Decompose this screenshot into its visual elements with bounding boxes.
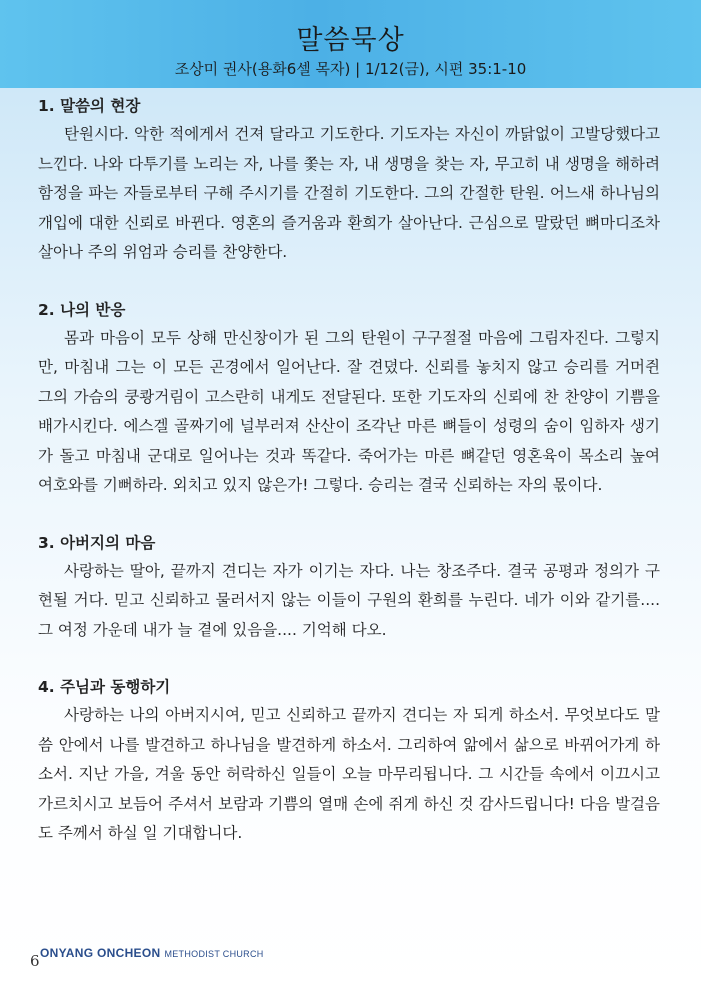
section-title: 4. 주님과 동행하기	[38, 678, 171, 696]
section-my-response	[38, 296, 660, 501]
section-walk-with-lord	[38, 673, 660, 849]
section-text: 몸과 마음이 모두 상해 만신창이가 된 그의 탄원이 구구절절 마음에 그림자진다. 그렇지만, 마침내 그는 이 모든 곤경에서 일어난다. 잘 견뎠다. 신뢰를 놓치지 않고 승리를 거머쥔 그의 가슴의 쿵쾅거림이 고스란히 내게도 전달된다. 또한 기도자의 신뢰에 찬 찬양이 기쁨을 배가시킨다. 에스겔 골짜기에 널부러져 산산이 조각난 마른 뼈들이 성령의 숨이 임하자 생기가 돌고 마침내 군대로 일어나는 것과 똑같다. 죽어가는 마른 뼈같던 영혼육이 목소리 높여 여호와를 기뻐하라. 외치고 있지 않은가! 그렇다. 승리는 결국 신뢰하는 자의 몫이다.	[38, 328, 660, 494]
section-title: 1. 말씀의 현장	[38, 97, 141, 115]
section-title: 2. 나의 반응	[38, 300, 126, 319]
section-text: 탄원시다. 악한 적에게서 건져 달라고 기도한다. 기도자는 자신이 까닭없이 고발당했다고 느낀다. 나와 다투기를 노리는 자, 나를 쫓는 자, 내 생명을 찾는 자, 무고히 내 생명을 해하려 함정을 파는 자들로부터 구해 주시기를 간절히 기도한다. 그의 간절한 탄원. 어느새 하나님의 개입에 대한 신뢰로 바뀐다. 영혼의 즐거움과 환희가 살아난다. 근심으로 말랐던 뼈마디조차 살아나 주의 위엄과 승리를 찬양한다.	[38, 125, 660, 261]
section-text: 사랑하는 딸아, 끝까지 견디는 자가 이기는 자다. 나는 창조주다. 결국 공평과 정의가 구현될 거다. 믿고 신뢰하고 물러서지 않는 이들이 구원의 환희를 누린다. 네가 이와 같기를.... 그 여정 가운데 내가 늘 곁에 있음을.... 기억해 다오.	[38, 561, 660, 639]
header-banner	[0, 0, 701, 88]
section-fathers-heart	[38, 529, 660, 646]
page-title: 말씀묵상	[296, 25, 405, 56]
page-number: 6	[30, 952, 40, 970]
page-footer	[30, 946, 430, 970]
church-name: ONYANG ONCHEON	[40, 946, 161, 960]
section-title: 3. 아버지의 마음	[38, 533, 156, 552]
section-text: 사랑하는 나의 아버지시여, 믿고 신뢰하고 끝까지 견디는 자 되게 하소서. 무엇보다도 말씀 안에서 나를 발견하고 하나님을 발견하게 하소서. 그리하여 앎에서 삶으로 바뀌어가게 하소서. 지난 가을, 겨울 동안 허락하신 일들이 오늘 마무리됩니다. 그 시간들 속에서 이끄시고 가르치시고 보듬어 주셔서 보람과 기쁨의 열매 손에 쥐게 하신 것 감사드립니다! 다음 발걸음도 주께서 하실 일 기대합니다.	[38, 706, 660, 842]
section-word-scene	[38, 92, 660, 268]
page-subtitle: 조상미 권사(용화6셀 목자) | 1/12(금), 시편 35:1-10	[174, 60, 527, 78]
church-logo-text	[40, 946, 264, 960]
article-body	[38, 92, 660, 849]
church-suffix: METHODIST CHURCH	[164, 949, 264, 959]
